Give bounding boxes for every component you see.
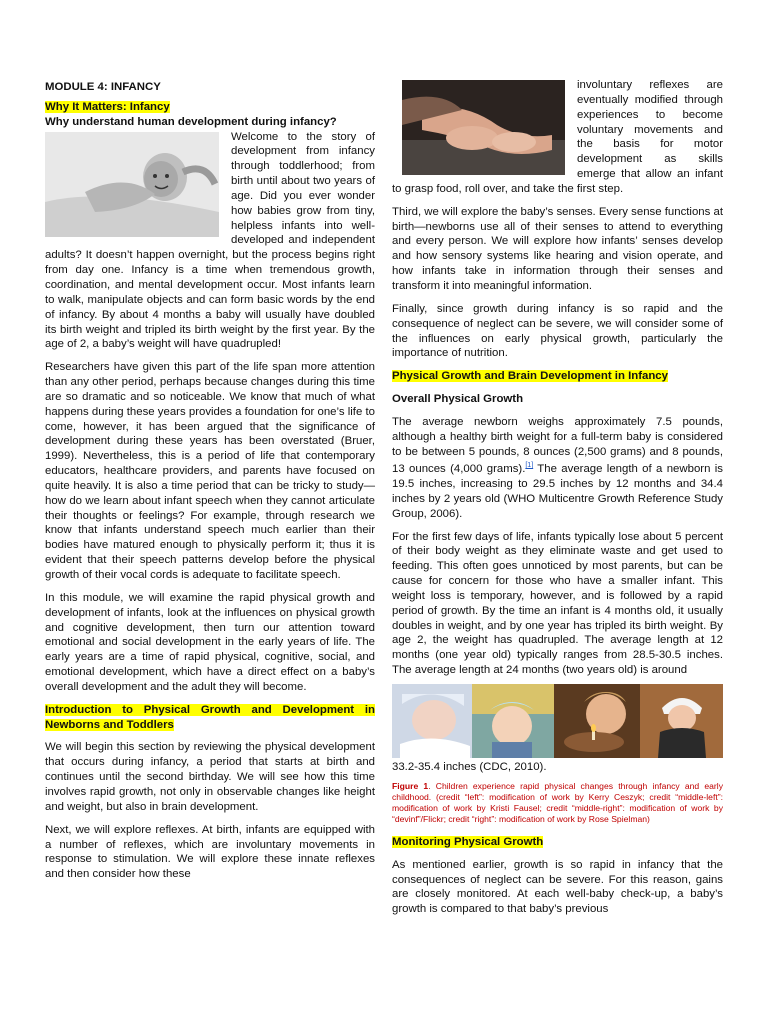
reflexes-paragraph: Next, we will explore reflexes. At birth, infants are equipped with a number of reflexes, which are involuntary movements in response to stimulation. We will explore these innate reflexes and then consider how these (45, 823, 375, 881)
module-overview-paragraph: In this module, we will examine the rapid physical growth and development of infants, look at the influences on physical growth and cognitive development, then turn our attention toward emotional and social development in the early years of life. The early years are a time of rapid physical, cognitive, social, and emotional development, which have a direct effect on a baby’s overall development and the adult they will become. (45, 591, 375, 693)
first-days-paragraph: For the first few days of life, infants typically lose about 5 percent of their body weight as they eliminate waste and get used to feeding. This often goes unnoticed by most parents, but can be cause for concern for those who have a smaller infant. This weight loss is temporary, however, and is followed by a rapid period of growth. By the time an infant is 4 months old, it usually doubles in weight, and by one year has tripled its birth weight. By age 2, the weight has quadrupled. The average length at 12 months (one year old) typically ranges from 28.5-30.5 inches. The average length at 24 months (two years old) is around (392, 530, 723, 677)
researchers-paragraph: Researchers have given this part of the life span more attention than any other period, perhaps because changes during this time are so dramatic and so noticeable. We know that much of what happens during these years provides a foundation for one’s life to come, however, it has been argued that the significance of development during these years has been overstated (Bruer, 1999). Nevertheless, this is a period of life that contemporary educators, healthcare providers, and parents have focused on quite heavily. It is also a time period that can be tricky to study—how do we learn about infant speech when they cannot articulate their thoughts or feelings? For example, through research we know that infants understand speech much earlier than their bodies have matured enough to physically perform it; thus it is evident that their speech patterns develop before the physical growth of their vocal cords is adequate to facilitate speech. (45, 361, 375, 581)
left-column (45, 78, 375, 882)
heading-intro-physical-growth: Introduction to Physical Growth and Development in Newborns and Toddlers (45, 703, 375, 731)
infant-photo (472, 684, 554, 758)
figure-caption-text: . Children experience rapid physical changes through infancy and early childhood. (credit “left”: modification of work by Kerry Ceszyk; credit “middle-left”: modification of work by Kristi Fausel; credit “middle-right”: modification of work by “devinf”/Flickr; credit “right”: modification of work by Rose Spielman) (392, 780, 723, 824)
newborn-weight-text: The average newborn weighs approximately 7.5 pounds, although a healthy birth weight for a full-term baby is considered to be between 5 pounds, 8 ounces (2,500 grams) and 8 pounds, 13 ounces (4,000 grams). (392, 415, 723, 476)
growth-photo-strip (392, 684, 723, 758)
toddler-winter-photo (640, 684, 723, 758)
heading-physical-growth-brain: Physical Growth and Brain Development in Infancy (392, 370, 668, 383)
heading-why-it-matters: Why It Matters: Infancy (45, 100, 170, 113)
toddler-candle-photo (554, 684, 640, 758)
senses-paragraph: Third, we will explore the baby’s senses. Every sense functions at birth—newborns use all of their senses to attend to everything and every person. We will explore how infants’ senses develop and how sensory systems like hearing and vision operate, and how infants take in information through their senses and transform it into meaningful information. (392, 205, 723, 292)
nutrition-paragraph: Finally, since growth during infancy is so rapid and the consequence of neglect can be severe, we will consider some of the influences on early physical growth, particularly the importance of nutrition. (392, 302, 723, 360)
baby-smiling-photo (45, 132, 219, 237)
figure-label: Figure 1 (392, 780, 429, 791)
reflexes-continued-paragraph: involuntary reflexes are eventually modified through experiences to become voluntary movements and the basis for motor development as skills emerge that allow an infant to grasp food, roll over, and take the first step. (392, 79, 723, 195)
intro-paragraph: Welcome to the story of development from infancy through toddlerhood; from birth until about two years of age. Did you ever wonder how babies grow from tiny, helpless infants into well-developed and independent adults? It doesn’t happen overnight, but the process begins right from day one. Infancy is a time when tremendous growth, coordination, and mental development occur. Most infants learn to walk, manipulate objects and can form basic words by the end of infancy. By about 4 months a baby will usually have doubled its birth weight and tripled its birth weight by the first year. By the age of 2, a baby’s weight will have quadrupled! (45, 130, 375, 351)
monitoring-paragraph: As mentioned earlier, growth is so rapid in infancy that the consequences of neglect can be severe. For this reason, gains are closely monitored. At each well-baby check-up, a baby’s growth is compared to that baby’s previous (392, 858, 723, 916)
module-title: MODULE 4: INFANCY (45, 81, 161, 93)
cdc-length-paragraph: 33.2-35.4 inches (CDC, 2010). (392, 761, 547, 774)
heading-monitoring-growth: Monitoring Physical Growth (392, 835, 544, 848)
subheading-why-understand: Why understand human development during infancy? (45, 115, 337, 128)
newborn-weight-paragraph (392, 415, 723, 522)
subheading-overall-growth: Overall Physical Growth (392, 393, 524, 406)
baby-feet-photo (402, 80, 565, 175)
newborn-photo (392, 684, 472, 758)
right-column (392, 78, 723, 917)
newborn-length-text: The average length of a newborn is 19.5 inches, increasing to 29.5 inches by 12 months and 34.4 inches by 2 years old (WHO Multicentre Growth Reference Study Group, 2006). (392, 463, 723, 520)
section-begin-paragraph: We will begin this section by reviewing the physical development that occurs during infancy, a period that starts at birth and continues until the second birthday. We will see how this time involves rapid growth, not only in observable changes like height and weight, but also in brain development. (45, 741, 375, 813)
figure-caption (392, 781, 723, 825)
footnote-link-1[interactable]: [1] (525, 462, 534, 470)
